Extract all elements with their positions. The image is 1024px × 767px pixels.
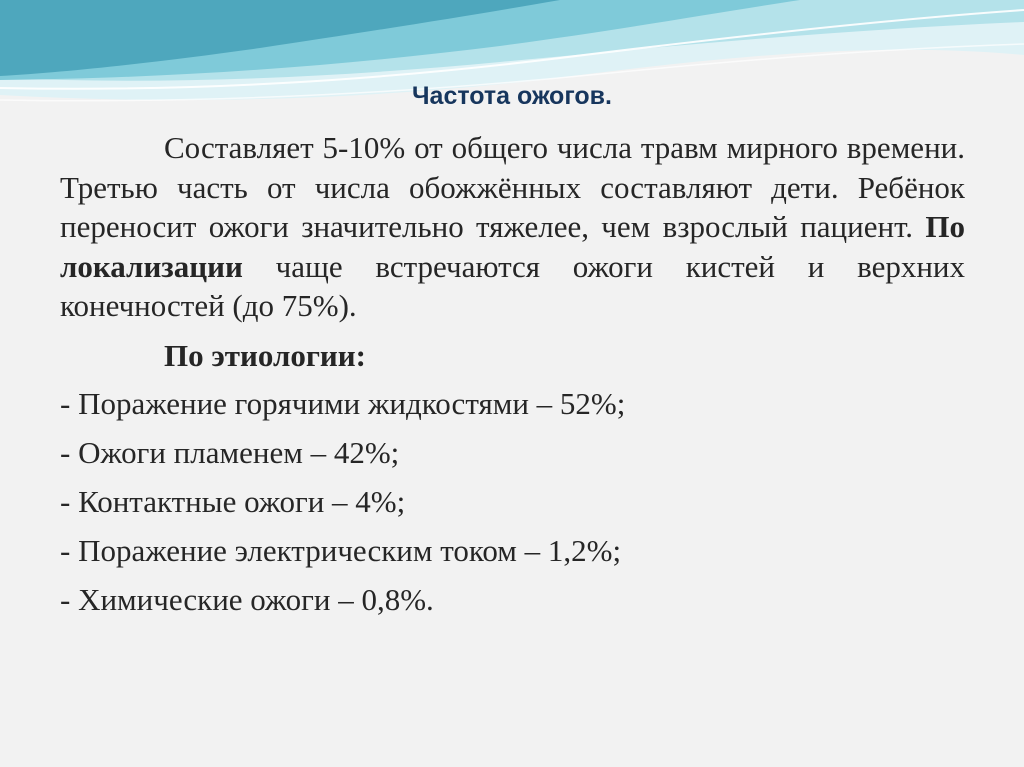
list-item-contact: - Контактные ожоги – 4%; xyxy=(60,483,406,519)
list-item-hot-liquids: - Поражение горячими жидкостями – 52%; xyxy=(60,385,626,421)
intro-text: Составляет 5-10% от общего числа травм мирного времени. Третью часть от числа обожжённых составляют дети. Ребёнок переносит ожоги значительно тяжелее, чем взрослый пациент. xyxy=(60,130,965,244)
slide-body xyxy=(60,128,965,629)
list-item-chemical: - Химические ожоги – 0,8%. xyxy=(60,581,434,617)
list-item-electric: - Поражение электрическим током – 1,2%; xyxy=(60,532,622,568)
etiology-heading: По этиологии: xyxy=(164,337,366,373)
list-item-flame: - Ожоги пламенем – 42%; xyxy=(60,434,400,470)
etiology-list xyxy=(60,384,965,629)
localization-text: чаще встречаются ожоги кистей и верхних конечностей (до 75%). xyxy=(60,248,966,323)
localization-label: По локализации xyxy=(60,209,965,284)
intro-paragraph xyxy=(60,128,965,326)
slide-title: Частота ожогов. xyxy=(411,82,612,110)
